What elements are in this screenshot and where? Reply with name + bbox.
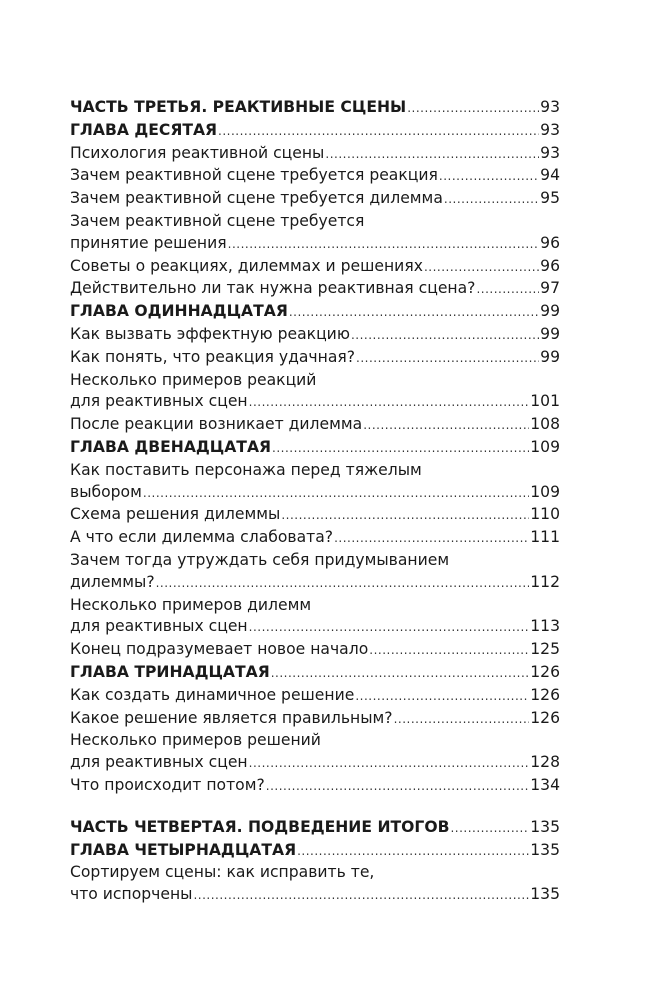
chapter-title: ГЛАВА ОДИННАДЦАТАЯ (70, 302, 288, 321)
dot-leader (355, 686, 529, 708)
entry-title-line1: Зачем реактивной сцене требуется (70, 211, 365, 230)
entry-title-line1: Сортируем сцены: как исправить те, (70, 863, 375, 882)
table-of-contents (70, 97, 560, 907)
toc-entry[interactable] (70, 595, 560, 640)
toc-part-heading[interactable] (70, 817, 560, 840)
page-number: 95 (540, 189, 560, 208)
dot-leader (439, 166, 539, 188)
toc-entry[interactable] (70, 256, 560, 279)
page-number: 94 (540, 166, 560, 185)
chapter-title: ГЛАВА ДВЕНАДЦАТАЯ (70, 437, 272, 456)
toc-entry[interactable] (70, 730, 560, 775)
entry-title-line1: Несколько примеров реакций (70, 370, 317, 389)
entry-title: А что если дилемма слабовата? (70, 528, 334, 547)
page-number: 93 (540, 98, 560, 116)
toc-chapter-heading[interactable] (70, 301, 560, 324)
page-number: 135 (530, 840, 560, 859)
chapter-title: ГЛАВА ТРИНАДЦАТАЯ (70, 662, 270, 681)
entry-title: Психология реактивной сцены (70, 143, 325, 162)
page-number: 113 (530, 617, 560, 636)
entry-title: Схема решения дилеммы (70, 505, 281, 524)
dot-leader (156, 573, 530, 595)
dot-leader (289, 302, 539, 324)
dot-leader (297, 841, 529, 863)
dot-leader (143, 483, 529, 505)
entry-title: Зачем реактивной сцене требуется дилемма (70, 189, 443, 208)
dot-leader (334, 528, 529, 550)
toc-entry[interactable] (70, 165, 560, 188)
dot-leader (266, 776, 529, 798)
page-number: 108 (530, 415, 560, 434)
dot-leader (218, 121, 539, 143)
chapter-title: ГЛАВА ДЕСЯТАЯ (70, 120, 218, 139)
dot-leader (424, 257, 539, 279)
dot-leader (369, 640, 529, 662)
entry-title: Какое решение является правильным? (70, 708, 393, 727)
entry-title: Что происходит потом? (70, 775, 265, 794)
page-number: 126 (530, 685, 560, 704)
page-number: 135 (530, 885, 560, 904)
page-number: 126 (530, 708, 560, 727)
dot-leader (351, 325, 539, 347)
entry-title: для реактивных сцен (70, 392, 248, 411)
page-number: 97 (540, 279, 560, 298)
dot-leader (356, 348, 539, 370)
entry-title: Как вызвать эффектную реакцию (70, 324, 350, 343)
page-number: 109 (530, 437, 560, 456)
toc-entry[interactable] (70, 504, 560, 527)
toc-entry[interactable] (70, 278, 560, 301)
entry-title: для реактивных сцен (70, 753, 248, 772)
toc-entry[interactable] (70, 143, 560, 166)
dot-leader (249, 617, 530, 639)
dot-leader (228, 234, 540, 256)
page-number: 99 (540, 324, 560, 343)
entry-title: Как создать динамичное решение (70, 685, 355, 704)
entry-title: Действительно ли так нужна реактивная сцена? (70, 279, 476, 298)
toc-entry[interactable] (70, 188, 560, 211)
toc-chapter-heading[interactable] (70, 662, 560, 685)
toc-entry[interactable] (70, 775, 560, 798)
section-gap (70, 798, 560, 817)
page-number: 111 (530, 528, 560, 547)
toc-chapter-heading[interactable] (70, 120, 560, 143)
page-number: 93 (540, 143, 560, 162)
dot-leader (450, 818, 529, 840)
toc-chapter-heading[interactable] (70, 840, 560, 863)
dot-leader (476, 279, 539, 301)
entry-title: принятие решения (70, 233, 227, 252)
chapter-title: ГЛАВА ЧЕТЫРНАДЦАТАЯ (70, 840, 297, 859)
page-number: 96 (540, 256, 560, 275)
entry-title-line1: Как поставить персонажа перед тяжелым (70, 460, 422, 479)
entry-title: что испорчены (70, 885, 193, 904)
dot-leader (325, 144, 539, 166)
dot-leader (193, 885, 529, 907)
entry-title: дилеммы? (70, 572, 155, 591)
toc-chapter-heading[interactable] (70, 437, 560, 460)
dot-leader (271, 663, 530, 685)
page-number: 128 (530, 753, 560, 772)
toc-part-heading[interactable] (70, 97, 560, 120)
dot-leader (444, 189, 539, 211)
entry-title: выбором (70, 482, 142, 501)
toc-entry[interactable] (70, 211, 560, 256)
toc-entry[interactable] (70, 414, 560, 437)
toc-entry[interactable] (70, 862, 560, 907)
page-number: 126 (530, 662, 560, 681)
dot-leader (281, 505, 529, 527)
entry-title: для реактивных сцен (70, 617, 248, 636)
page-number: 109 (530, 482, 560, 501)
dot-leader (272, 438, 529, 460)
entry-title-line1: Зачем тогда утруждать себя придумыванием (70, 550, 450, 569)
toc-entry[interactable] (70, 639, 560, 662)
toc-entry[interactable] (70, 685, 560, 708)
page-number: 93 (540, 120, 560, 139)
toc-entry[interactable] (70, 460, 560, 505)
dot-leader (363, 415, 529, 437)
toc-entry[interactable] (70, 347, 560, 370)
page-number: 125 (530, 640, 560, 659)
entry-title: Советы о реакциях, дилеммах и решениях (70, 256, 423, 275)
toc-entry[interactable] (70, 527, 560, 550)
dot-leader (249, 392, 530, 414)
entry-title: Конец подразумевает новое начало (70, 640, 369, 659)
entry-title: Зачем реактивной сцене требуется реакция (70, 166, 438, 185)
entry-title-line1: Несколько примеров дилемм (70, 595, 312, 614)
page-number: 135 (530, 817, 560, 836)
page-number: 96 (540, 233, 560, 252)
entry-title: Как понять, что реакция удачная? (70, 347, 356, 366)
entry-title-line1: Несколько примеров решений (70, 731, 321, 750)
page-number: 99 (540, 302, 560, 321)
page-number: 99 (540, 347, 560, 366)
dot-leader (407, 98, 539, 120)
dot-leader (394, 709, 530, 731)
page-number: 101 (530, 392, 560, 411)
toc-entry[interactable] (70, 370, 560, 415)
part-title: ЧАСТЬ ЧЕТВЕРТАЯ. ПОДВЕДЕНИЕ ИТОГОВ (70, 817, 450, 836)
toc-entry[interactable] (70, 324, 560, 347)
entry-title: После реакции возникает дилемма (70, 415, 363, 434)
part-title: ЧАСТЬ ТРЕТЬЯ. РЕАКТИВНЫЕ СЦЕНЫ (70, 98, 407, 116)
toc-entry[interactable] (70, 550, 560, 595)
toc-entry[interactable] (70, 708, 560, 731)
dot-leader (249, 753, 530, 775)
page-number: 112 (530, 572, 560, 591)
page-number: 134 (530, 775, 560, 794)
page-number: 110 (530, 505, 560, 524)
